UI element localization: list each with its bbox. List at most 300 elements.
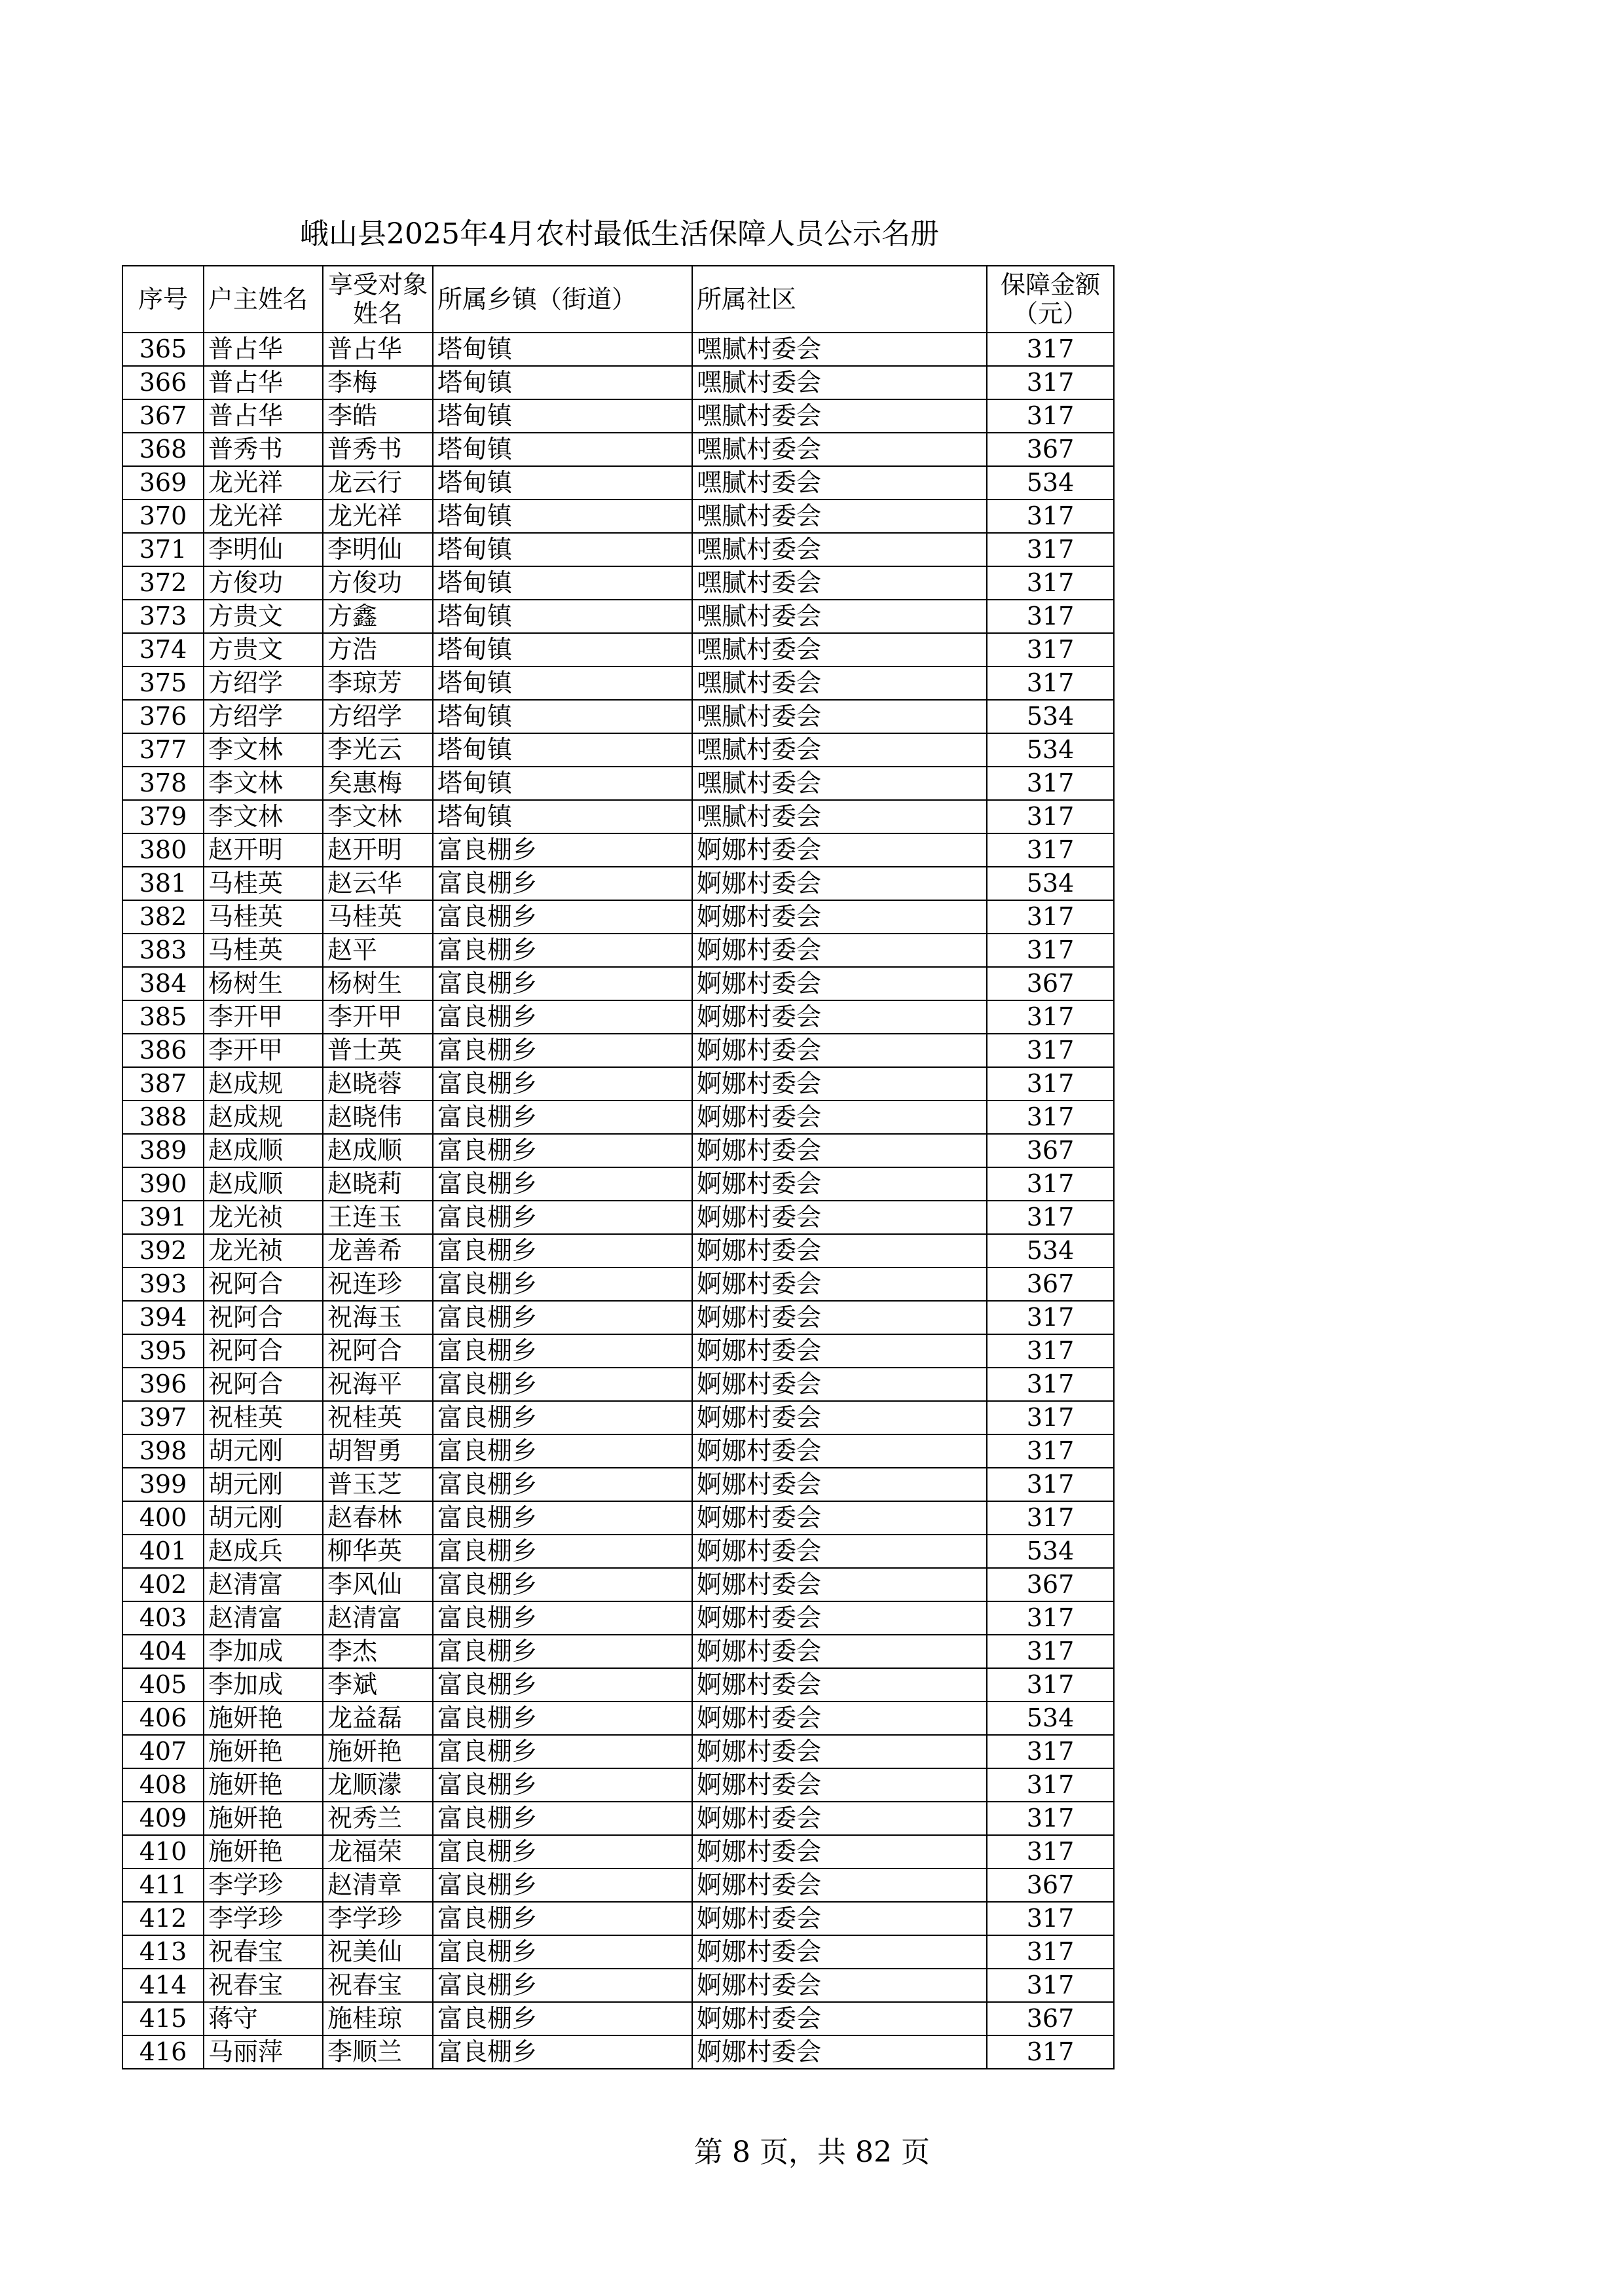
cell-beneficiary-name: 李梅 bbox=[323, 366, 433, 399]
column-header-head: 户主姓名 bbox=[204, 266, 323, 333]
cell-head-name: 龙光祯 bbox=[204, 1234, 323, 1267]
cell-amount: 317 bbox=[987, 1601, 1114, 1635]
cell-head-name: 胡元刚 bbox=[204, 1468, 323, 1501]
cell-beneficiary-name: 祝春宝 bbox=[323, 1969, 433, 2002]
cell-head-name: 普占华 bbox=[204, 333, 323, 366]
cell-community: 嘿腻村委会 bbox=[692, 466, 987, 500]
cell-beneficiary-name: 李学珍 bbox=[323, 1902, 433, 1935]
table-row bbox=[122, 1000, 1114, 1034]
cell-seq: 369 bbox=[122, 466, 204, 500]
cell-community: 嘿腻村委会 bbox=[692, 433, 987, 466]
cell-head-name: 赵成规 bbox=[204, 1101, 323, 1134]
cell-town: 富良棚乡 bbox=[433, 1434, 692, 1468]
cell-amount: 317 bbox=[987, 1434, 1114, 1468]
cell-head-name: 李学珍 bbox=[204, 1868, 323, 1902]
cell-beneficiary-name: 李明仙 bbox=[323, 533, 433, 566]
cell-community: 婀娜村委会 bbox=[692, 1501, 987, 1535]
cell-head-name: 李明仙 bbox=[204, 533, 323, 566]
cell-head-name: 施妍艳 bbox=[204, 1768, 323, 1802]
cell-community: 婀娜村委会 bbox=[692, 1234, 987, 1267]
cell-town: 富良棚乡 bbox=[433, 2002, 692, 2035]
cell-head-name: 施妍艳 bbox=[204, 1802, 323, 1835]
cell-town: 塔甸镇 bbox=[433, 366, 692, 399]
cell-seq: 379 bbox=[122, 800, 204, 833]
cell-town: 富良棚乡 bbox=[433, 900, 692, 934]
cell-beneficiary-name: 李光云 bbox=[323, 733, 433, 767]
cell-head-name: 赵成顺 bbox=[204, 1134, 323, 1167]
cell-head-name: 祝阿合 bbox=[204, 1301, 323, 1334]
cell-head-name: 祝春宝 bbox=[204, 1969, 323, 2002]
table-row bbox=[122, 1935, 1114, 1969]
cell-head-name: 李文林 bbox=[204, 767, 323, 800]
cell-seq: 380 bbox=[122, 833, 204, 867]
cell-community: 婀娜村委会 bbox=[692, 1000, 987, 1034]
cell-beneficiary-name: 祝海平 bbox=[323, 1368, 433, 1401]
cell-seq: 376 bbox=[122, 700, 204, 733]
cell-seq: 408 bbox=[122, 1768, 204, 1802]
cell-town: 富良棚乡 bbox=[433, 1234, 692, 1267]
cell-beneficiary-name: 龙福荣 bbox=[323, 1835, 433, 1868]
table-row bbox=[122, 1635, 1114, 1668]
cell-town: 塔甸镇 bbox=[433, 666, 692, 700]
column-header-town: 所属乡镇（街道） bbox=[433, 266, 692, 333]
cell-seq: 413 bbox=[122, 1935, 204, 1969]
cell-town: 富良棚乡 bbox=[433, 1501, 692, 1535]
table-row bbox=[122, 1434, 1114, 1468]
cell-beneficiary-name: 方鑫 bbox=[323, 600, 433, 633]
cell-town: 富良棚乡 bbox=[433, 2035, 692, 2069]
cell-amount: 534 bbox=[987, 733, 1114, 767]
cell-head-name: 方绍学 bbox=[204, 666, 323, 700]
cell-community: 婀娜村委会 bbox=[692, 867, 987, 900]
cell-beneficiary-name: 胡智勇 bbox=[323, 1434, 433, 1468]
table-row bbox=[122, 500, 1114, 533]
cell-town: 富良棚乡 bbox=[433, 1735, 692, 1768]
cell-head-name: 普秀书 bbox=[204, 433, 323, 466]
cell-seq: 410 bbox=[122, 1835, 204, 1868]
cell-community: 婀娜村委会 bbox=[692, 1601, 987, 1635]
table-row bbox=[122, 733, 1114, 767]
cell-head-name: 施妍艳 bbox=[204, 1835, 323, 1868]
cell-beneficiary-name: 祝美仙 bbox=[323, 1935, 433, 1969]
cell-beneficiary-name: 李皓 bbox=[323, 399, 433, 433]
cell-beneficiary-name: 矣惠梅 bbox=[323, 767, 433, 800]
cell-beneficiary-name: 杨树生 bbox=[323, 967, 433, 1000]
cell-town: 富良棚乡 bbox=[433, 934, 692, 967]
cell-head-name: 普占华 bbox=[204, 366, 323, 399]
cell-beneficiary-name: 王连玉 bbox=[323, 1201, 433, 1234]
cell-town: 塔甸镇 bbox=[433, 566, 692, 600]
column-header-seq: 序号 bbox=[122, 266, 204, 333]
table-row bbox=[122, 1034, 1114, 1067]
cell-community: 婀娜村委会 bbox=[692, 1334, 987, 1368]
cell-head-name: 马桂英 bbox=[204, 934, 323, 967]
cell-town: 富良棚乡 bbox=[433, 1067, 692, 1101]
cell-amount: 317 bbox=[987, 900, 1114, 934]
table-row bbox=[122, 1535, 1114, 1568]
cell-amount: 367 bbox=[987, 1568, 1114, 1601]
cell-seq: 402 bbox=[122, 1568, 204, 1601]
cell-beneficiary-name: 祝秀兰 bbox=[323, 1802, 433, 1835]
cell-community: 婀娜村委会 bbox=[692, 1535, 987, 1568]
cell-town: 塔甸镇 bbox=[433, 733, 692, 767]
table-row bbox=[122, 1868, 1114, 1902]
cell-head-name: 施妍艳 bbox=[204, 1702, 323, 1735]
cell-amount: 367 bbox=[987, 967, 1114, 1000]
table-row bbox=[122, 934, 1114, 967]
cell-community: 嘿腻村委会 bbox=[692, 800, 987, 833]
cell-community: 婀娜村委会 bbox=[692, 1301, 987, 1334]
cell-amount: 317 bbox=[987, 833, 1114, 867]
cell-town: 富良棚乡 bbox=[433, 1868, 692, 1902]
cell-community: 嘿腻村委会 bbox=[692, 533, 987, 566]
cell-community: 婀娜村委会 bbox=[692, 1668, 987, 1702]
cell-seq: 407 bbox=[122, 1735, 204, 1768]
cell-amount: 534 bbox=[987, 1234, 1114, 1267]
cell-town: 富良棚乡 bbox=[433, 1334, 692, 1368]
table-row bbox=[122, 1601, 1114, 1635]
cell-seq: 411 bbox=[122, 1868, 204, 1902]
cell-community: 嘿腻村委会 bbox=[692, 366, 987, 399]
cell-seq: 414 bbox=[122, 1969, 204, 2002]
cell-amount: 317 bbox=[987, 1668, 1114, 1702]
cell-amount: 317 bbox=[987, 533, 1114, 566]
cell-head-name: 马桂英 bbox=[204, 867, 323, 900]
cell-beneficiary-name: 李琼芳 bbox=[323, 666, 433, 700]
cell-town: 塔甸镇 bbox=[433, 500, 692, 533]
cell-town: 富良棚乡 bbox=[433, 1535, 692, 1568]
cell-beneficiary-name: 赵清章 bbox=[323, 1868, 433, 1902]
cell-seq: 404 bbox=[122, 1635, 204, 1668]
cell-seq: 373 bbox=[122, 600, 204, 633]
cell-beneficiary-name: 普玉芝 bbox=[323, 1468, 433, 1501]
table-row bbox=[122, 1067, 1114, 1101]
cell-seq: 368 bbox=[122, 433, 204, 466]
table-row bbox=[122, 1735, 1114, 1768]
cell-head-name: 龙光祯 bbox=[204, 1201, 323, 1234]
cell-beneficiary-name: 李文林 bbox=[323, 800, 433, 833]
cell-seq: 397 bbox=[122, 1401, 204, 1434]
cell-amount: 317 bbox=[987, 399, 1114, 433]
cell-seq: 365 bbox=[122, 333, 204, 366]
cell-seq: 398 bbox=[122, 1434, 204, 1468]
cell-town: 富良棚乡 bbox=[433, 1935, 692, 1969]
cell-community: 婀娜村委会 bbox=[692, 2002, 987, 2035]
cell-seq: 393 bbox=[122, 1267, 204, 1301]
cell-amount: 317 bbox=[987, 666, 1114, 700]
cell-amount: 317 bbox=[987, 500, 1114, 533]
cell-town: 塔甸镇 bbox=[433, 433, 692, 466]
cell-amount: 534 bbox=[987, 867, 1114, 900]
cell-community: 婀娜村委会 bbox=[692, 1134, 987, 1167]
cell-seq: 415 bbox=[122, 2002, 204, 2035]
cell-beneficiary-name: 方俊功 bbox=[323, 566, 433, 600]
cell-beneficiary-name: 赵晓伟 bbox=[323, 1101, 433, 1134]
header-row bbox=[122, 266, 1114, 333]
table-row bbox=[122, 1368, 1114, 1401]
cell-beneficiary-name: 普士英 bbox=[323, 1034, 433, 1067]
cell-community: 婀娜村委会 bbox=[692, 1434, 987, 1468]
cell-seq: 392 bbox=[122, 1234, 204, 1267]
cell-community: 嘿腻村委会 bbox=[692, 333, 987, 366]
cell-town: 塔甸镇 bbox=[433, 333, 692, 366]
cell-seq: 395 bbox=[122, 1334, 204, 1368]
cell-community: 婀娜村委会 bbox=[692, 1902, 987, 1935]
table-row bbox=[122, 700, 1114, 733]
cell-seq: 400 bbox=[122, 1501, 204, 1535]
cell-community: 婀娜村委会 bbox=[692, 1167, 987, 1201]
table-row bbox=[122, 533, 1114, 566]
cell-community: 婀娜村委会 bbox=[692, 1635, 987, 1668]
cell-beneficiary-name: 普占华 bbox=[323, 333, 433, 366]
cell-town: 塔甸镇 bbox=[433, 700, 692, 733]
cell-amount: 317 bbox=[987, 1902, 1114, 1935]
cell-beneficiary-name: 祝桂英 bbox=[323, 1401, 433, 1434]
cell-beneficiary-name: 祝海玉 bbox=[323, 1301, 433, 1334]
cell-head-name: 赵清富 bbox=[204, 1601, 323, 1635]
cell-town: 富良棚乡 bbox=[433, 1034, 692, 1067]
table-row bbox=[122, 767, 1114, 800]
cell-community: 婀娜村委会 bbox=[692, 1401, 987, 1434]
table-row bbox=[122, 1969, 1114, 2002]
cell-amount: 317 bbox=[987, 1167, 1114, 1201]
table-row bbox=[122, 1401, 1114, 1434]
cell-seq: 370 bbox=[122, 500, 204, 533]
cell-seq: 387 bbox=[122, 1067, 204, 1101]
cell-head-name: 李开甲 bbox=[204, 1034, 323, 1067]
cell-community: 婀娜村委会 bbox=[692, 1969, 987, 2002]
cell-seq: 405 bbox=[122, 1668, 204, 1702]
table-row bbox=[122, 1167, 1114, 1201]
cell-amount: 317 bbox=[987, 1802, 1114, 1835]
table-row bbox=[122, 333, 1114, 366]
cell-amount: 534 bbox=[987, 700, 1114, 733]
cell-community: 婀娜村委会 bbox=[692, 1735, 987, 1768]
table-row bbox=[122, 2035, 1114, 2069]
cell-beneficiary-name: 施妍艳 bbox=[323, 1735, 433, 1768]
page-title: 峨山县2025年4月农村最低生活保障人员公示名册 bbox=[300, 217, 939, 251]
cell-town: 富良棚乡 bbox=[433, 1702, 692, 1735]
cell-seq: 386 bbox=[122, 1034, 204, 1067]
cell-beneficiary-name: 赵成顺 bbox=[323, 1134, 433, 1167]
cell-community: 婀娜村委会 bbox=[692, 833, 987, 867]
table-row bbox=[122, 1835, 1114, 1868]
cell-community: 婀娜村委会 bbox=[692, 1101, 987, 1134]
cell-head-name: 方贵文 bbox=[204, 633, 323, 666]
cell-community: 嘿腻村委会 bbox=[692, 399, 987, 433]
cell-town: 富良棚乡 bbox=[433, 1768, 692, 1802]
cell-beneficiary-name: 赵平 bbox=[323, 934, 433, 967]
cell-town: 富良棚乡 bbox=[433, 1668, 692, 1702]
cell-community: 嘿腻村委会 bbox=[692, 500, 987, 533]
table-row bbox=[122, 1201, 1114, 1234]
cell-community: 嘿腻村委会 bbox=[692, 700, 987, 733]
cell-amount: 317 bbox=[987, 1368, 1114, 1401]
cell-amount: 534 bbox=[987, 1702, 1114, 1735]
cell-beneficiary-name: 方绍学 bbox=[323, 700, 433, 733]
cell-beneficiary-name: 龙益磊 bbox=[323, 1702, 433, 1735]
cell-town: 富良棚乡 bbox=[433, 1134, 692, 1167]
table-row bbox=[122, 633, 1114, 666]
cell-head-name: 马桂英 bbox=[204, 900, 323, 934]
table-row bbox=[122, 366, 1114, 399]
table-row bbox=[122, 967, 1114, 1000]
cell-town: 富良棚乡 bbox=[433, 1635, 692, 1668]
cell-community: 婀娜村委会 bbox=[692, 900, 987, 934]
cell-town: 塔甸镇 bbox=[433, 466, 692, 500]
table-row bbox=[122, 466, 1114, 500]
cell-head-name: 李文林 bbox=[204, 733, 323, 767]
cell-seq: 416 bbox=[122, 2035, 204, 2069]
cell-head-name: 李学珍 bbox=[204, 1902, 323, 1935]
cell-amount: 317 bbox=[987, 366, 1114, 399]
cell-amount: 367 bbox=[987, 433, 1114, 466]
cell-beneficiary-name: 方浩 bbox=[323, 633, 433, 666]
cell-beneficiary-name: 龙善希 bbox=[323, 1234, 433, 1267]
cell-community: 婀娜村委会 bbox=[692, 1868, 987, 1902]
cell-amount: 317 bbox=[987, 1301, 1114, 1334]
cell-seq: 372 bbox=[122, 566, 204, 600]
cell-head-name: 赵成兵 bbox=[204, 1535, 323, 1568]
cell-seq: 366 bbox=[122, 366, 204, 399]
cell-beneficiary-name: 赵晓莉 bbox=[323, 1167, 433, 1201]
cell-beneficiary-name: 李开甲 bbox=[323, 1000, 433, 1034]
cell-beneficiary-name: 祝阿合 bbox=[323, 1334, 433, 1368]
cell-beneficiary-name: 普秀书 bbox=[323, 433, 433, 466]
table-row bbox=[122, 1468, 1114, 1501]
table-row bbox=[122, 1234, 1114, 1267]
cell-head-name: 祝阿合 bbox=[204, 1334, 323, 1368]
column-header-beneficiary: 享受对象姓名 bbox=[323, 266, 433, 333]
cell-seq: 401 bbox=[122, 1535, 204, 1568]
cell-head-name: 方俊功 bbox=[204, 566, 323, 600]
cell-seq: 412 bbox=[122, 1902, 204, 1935]
table-row bbox=[122, 2002, 1114, 2035]
cell-amount: 317 bbox=[987, 1935, 1114, 1969]
table-row bbox=[122, 1702, 1114, 1735]
cell-town: 富良棚乡 bbox=[433, 1101, 692, 1134]
cell-town: 富良棚乡 bbox=[433, 1000, 692, 1034]
table-row bbox=[122, 1668, 1114, 1702]
cell-beneficiary-name: 赵清富 bbox=[323, 1601, 433, 1635]
cell-head-name: 祝桂英 bbox=[204, 1401, 323, 1434]
cell-seq: 406 bbox=[122, 1702, 204, 1735]
cell-beneficiary-name: 马桂英 bbox=[323, 900, 433, 934]
cell-amount: 317 bbox=[987, 1334, 1114, 1368]
cell-amount: 317 bbox=[987, 566, 1114, 600]
cell-seq: 399 bbox=[122, 1468, 204, 1501]
cell-amount: 317 bbox=[987, 1635, 1114, 1668]
table-row bbox=[122, 566, 1114, 600]
cell-community: 婀娜村委会 bbox=[692, 1568, 987, 1601]
cell-town: 富良棚乡 bbox=[433, 1802, 692, 1835]
cell-town: 富良棚乡 bbox=[433, 1368, 692, 1401]
table-row bbox=[122, 833, 1114, 867]
cell-amount: 317 bbox=[987, 2035, 1114, 2069]
cell-town: 富良棚乡 bbox=[433, 967, 692, 1000]
cell-community: 婀娜村委会 bbox=[692, 1802, 987, 1835]
cell-amount: 317 bbox=[987, 1000, 1114, 1034]
cell-beneficiary-name: 龙顺濛 bbox=[323, 1768, 433, 1802]
cell-town: 塔甸镇 bbox=[433, 533, 692, 566]
cell-seq: 409 bbox=[122, 1802, 204, 1835]
cell-beneficiary-name: 赵开明 bbox=[323, 833, 433, 867]
cell-town: 富良棚乡 bbox=[433, 1201, 692, 1234]
cell-amount: 317 bbox=[987, 600, 1114, 633]
cell-amount: 317 bbox=[987, 1969, 1114, 2002]
cell-town: 塔甸镇 bbox=[433, 600, 692, 633]
cell-amount: 317 bbox=[987, 1067, 1114, 1101]
cell-head-name: 方贵文 bbox=[204, 600, 323, 633]
cell-town: 塔甸镇 bbox=[433, 399, 692, 433]
table-row bbox=[122, 1768, 1114, 1802]
cell-beneficiary-name: 李顺兰 bbox=[323, 2035, 433, 2069]
cell-head-name: 胡元刚 bbox=[204, 1501, 323, 1535]
cell-head-name: 龙光祥 bbox=[204, 500, 323, 533]
cell-town: 富良棚乡 bbox=[433, 1301, 692, 1334]
cell-amount: 317 bbox=[987, 633, 1114, 666]
cell-head-name: 方绍学 bbox=[204, 700, 323, 733]
cell-head-name: 马丽萍 bbox=[204, 2035, 323, 2069]
cell-amount: 317 bbox=[987, 1101, 1114, 1134]
cell-seq: 377 bbox=[122, 733, 204, 767]
cell-community: 婀娜村委会 bbox=[692, 1034, 987, 1067]
table-row bbox=[122, 666, 1114, 700]
cell-amount: 317 bbox=[987, 1735, 1114, 1768]
cell-head-name: 祝阿合 bbox=[204, 1267, 323, 1301]
cell-amount: 317 bbox=[987, 333, 1114, 366]
cell-seq: 374 bbox=[122, 633, 204, 666]
table-row bbox=[122, 867, 1114, 900]
table-row bbox=[122, 433, 1114, 466]
cell-community: 婀娜村委会 bbox=[692, 1368, 987, 1401]
cell-community: 婀娜村委会 bbox=[692, 934, 987, 967]
cell-amount: 317 bbox=[987, 1401, 1114, 1434]
cell-amount: 367 bbox=[987, 1868, 1114, 1902]
cell-community: 婀娜村委会 bbox=[692, 1768, 987, 1802]
cell-head-name: 赵成顺 bbox=[204, 1167, 323, 1201]
cell-amount: 367 bbox=[987, 1134, 1114, 1167]
cell-community: 嘿腻村委会 bbox=[692, 733, 987, 767]
cell-seq: 382 bbox=[122, 900, 204, 934]
cell-town: 富良棚乡 bbox=[433, 1902, 692, 1935]
table-row bbox=[122, 1334, 1114, 1368]
cell-beneficiary-name: 李杰 bbox=[323, 1635, 433, 1668]
cell-head-name: 李文林 bbox=[204, 800, 323, 833]
cell-seq: 371 bbox=[122, 533, 204, 566]
cell-seq: 375 bbox=[122, 666, 204, 700]
cell-head-name: 李加成 bbox=[204, 1635, 323, 1668]
cell-amount: 317 bbox=[987, 1835, 1114, 1868]
cell-seq: 391 bbox=[122, 1201, 204, 1234]
cell-amount: 534 bbox=[987, 466, 1114, 500]
cell-town: 富良棚乡 bbox=[433, 1401, 692, 1434]
cell-seq: 381 bbox=[122, 867, 204, 900]
cell-amount: 317 bbox=[987, 1034, 1114, 1067]
cell-beneficiary-name: 龙光祥 bbox=[323, 500, 433, 533]
table-row bbox=[122, 900, 1114, 934]
column-header-community: 所属社区 bbox=[692, 266, 987, 333]
table-row bbox=[122, 1501, 1114, 1535]
cell-town: 塔甸镇 bbox=[433, 800, 692, 833]
cell-beneficiary-name: 龙云行 bbox=[323, 466, 433, 500]
cell-seq: 385 bbox=[122, 1000, 204, 1034]
table-row bbox=[122, 1568, 1114, 1601]
cell-amount: 317 bbox=[987, 1201, 1114, 1234]
column-header-amount: 保障金额（元） bbox=[987, 266, 1114, 333]
cell-amount: 317 bbox=[987, 767, 1114, 800]
table-row bbox=[122, 1301, 1114, 1334]
